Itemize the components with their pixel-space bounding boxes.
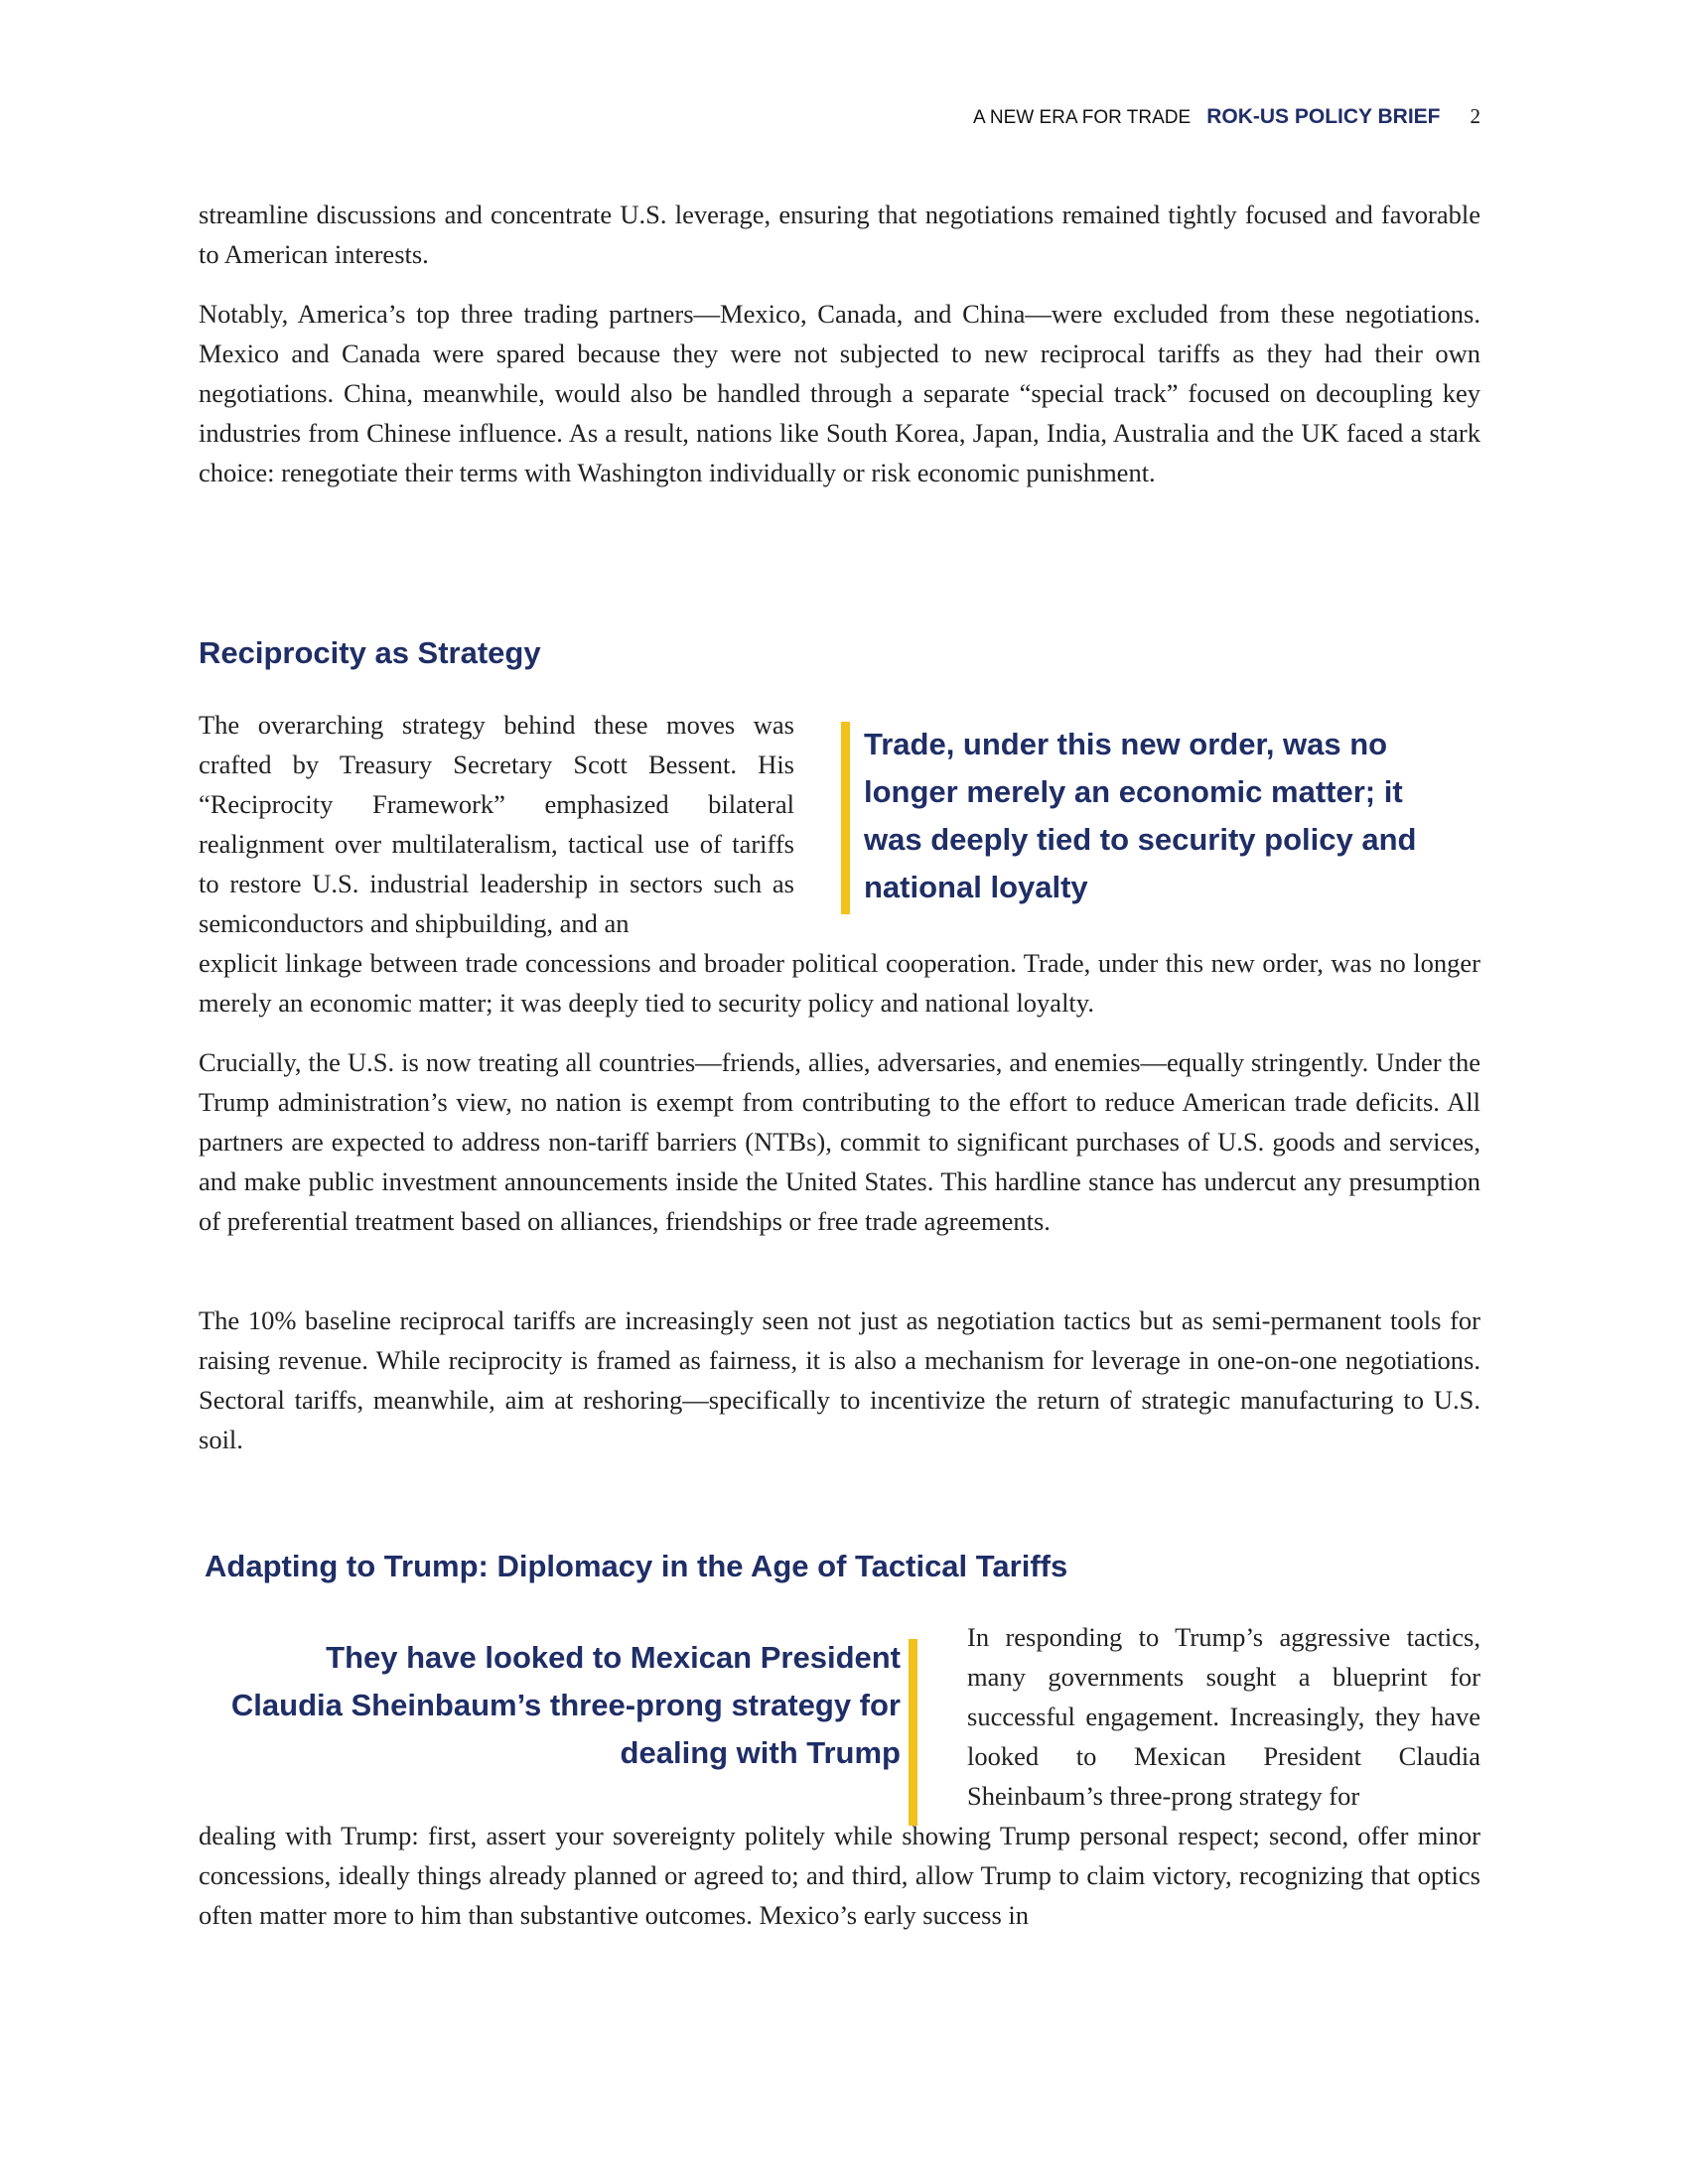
paragraph-5: The 10% baseline reciprocal tariffs are increasingly seen not just as negotiation tactics but as semi-permanent tools for raising revenue. While reciprocity is framed as fairness, it is also a mechanism for leverage in one-on-one negotiations. Sectoral tariffs, meanwhile, aim at reshoring—specifically to incentivize the return of strategic manufacturing to U.S. soil.	[199, 1305, 1480, 1454]
pullquote-trade-order: Trade, under this new order, was no longer merely an economic matter; it was deeply tied to security policy and national loyalty	[864, 727, 1417, 904]
paragraph-2: Notably, America’s top three trading partners—Mexico, Canada, and China—were excluded from these negotiations. Mexico and Canada were spared because they were not subjected to new reciprocal tariffs as they had their own negotiations. China, meanwhile, would also be handled through a separate “special track” focused on decoupling key industries from Chinese influence. As a result, nations like South Korea, Japan, India, Australia and the UK faced a stark choice: renegotiate their terms with Washington individually or risk economic punishment.	[199, 299, 1480, 487]
section-heading-reciprocity: Reciprocity as Strategy	[199, 635, 541, 670]
paragraph-6-wrapped: In responding to Trump’s aggressive tactics, many governments sought a blueprint for successful engagement. Increasingly, they have looked to Mexican President Claudia Sheinbaum’s three-prong strategy for	[967, 1622, 1480, 1811]
pullquote-accent-bar-2	[909, 1639, 917, 1826]
paragraph-3-continued: explicit linkage between trade concessions and broader political cooperation. Trade, under this new order, was no longer merely an economic matter; it was deeply tied to security policy and national loyalty.	[199, 948, 1480, 1018]
paragraph-4: Crucially, the U.S. is now treating all countries—friends, allies, adversaries, and enemies—equally stringently. Under the Trump administration’s view, no nation is exempt from contributing to the effort to reduce American trade deficits. All partners are expected to address non-tariff barriers (NTBs), commit to significant purchases of U.S. goods and services, and make public investment announcements inside the United States. This hardline stance has undercut any presumption of preferential treatment based on alliances, friendships or free trade agreements.	[199, 1047, 1480, 1236]
page-header	[199, 103, 1480, 132]
page-number: 2	[1470, 104, 1480, 128]
header-brief-title: ROK-US POLICY BRIEF	[1206, 105, 1441, 128]
section-heading-adapting: Adapting to Trump: Diplomacy in the Age of Tactical Tariffs	[205, 1549, 1068, 1583]
header-series-title: A NEW ERA FOR TRADE	[972, 107, 1192, 128]
pullquote-accent-bar	[841, 722, 850, 914]
paragraph-3-wrapped: The overarching strategy behind these moves was crafted by Treasury Secretary Scott Bessent. His “Reciprocity Framework” emphasized bilateral realignment over multilateralism, tactical use of tariffs to restore U.S. industrial leadership in sectors such as semiconductors and shipbuilding, and an	[199, 710, 794, 938]
paragraph-6-continued: dealing with Trump: first, assert your sovereignty politely while showing Trump personal respect; second, offer minor concessions, ideally things already planned or agreed to; and third, allow Trump to claim victory, recognizing that optics often matter more to him than substantive outcomes. Mexico’s early success in	[199, 1821, 1480, 1930]
pullquote-sheinbaum: They have looked to Mexican President Claudia Sheinbaum’s three-prong strategy for dealing with Trump	[230, 1640, 901, 1770]
paragraph-1: streamline discussions and concentrate U.S. leverage, ensuring that negotiations remained tightly focused and favorable to American interests.	[199, 200, 1480, 269]
